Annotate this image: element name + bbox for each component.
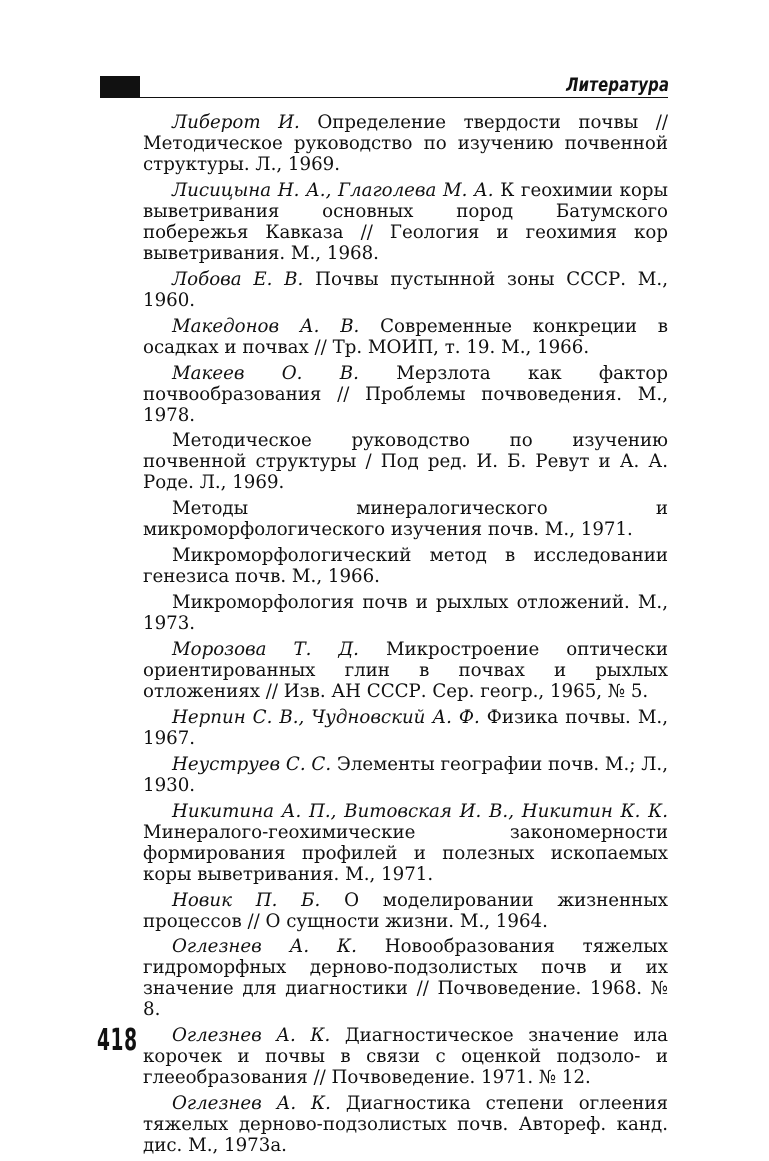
bibliography-entry: [143, 269, 668, 311]
bibliography-entry: [143, 1025, 668, 1088]
running-header-title: Литература: [565, 74, 669, 96]
entry-text: Мерзлота как фактор почвообразования // Проблемы почвоведения. М., 1978.: [143, 362, 668, 426]
bibliography-entry: [143, 592, 668, 634]
bibliography-entry: [143, 498, 668, 540]
entry-text: Почвы пустынной зоны СССР. М., 1960.: [143, 268, 668, 311]
bibliography-entry: [143, 707, 668, 749]
entry-text: Определение твердости почвы // Методическое руководство по изучению почвенной структуры. Л., 1969.: [143, 112, 668, 175]
entry-text: Микроморфологический метод в исследовании генезиса почв. М., 1966.: [143, 545, 668, 588]
entry-text: О моделировании жизненных процессов // О сущности жизни. М., 1964.: [143, 889, 668, 932]
bibliography-entry: [143, 801, 668, 885]
entry-author: Никитина А. П., Витовская И. В., Никитин К. К.: [172, 800, 668, 822]
entry-text: Микроморфология почв и рыхлых отложений. М., 1973.: [143, 592, 668, 635]
bibliography-entry: [143, 430, 668, 493]
entry-author: Либерот И.: [172, 112, 300, 133]
entry-author: Морозова Т. Д.: [172, 639, 359, 661]
entry-author: Оглезнев А. К.: [172, 936, 357, 958]
bibliography-entry: [143, 316, 668, 358]
entry-text: Физика почвы. М., 1967.: [143, 706, 668, 749]
bibliography-entry: [143, 545, 668, 587]
entry-text: Диагностика степени оглеения тяжелых дерново-подзолистых почв. Автореф. канд. дис. М., 1973а.: [143, 1093, 668, 1157]
entry-author: Макеев О. В.: [172, 362, 359, 384]
entry-text: К геохимии коры выветривания основных пород Батумского побережья Кавказа // Геология и геохимия кор выветривания. М., 1968.: [143, 179, 668, 264]
entry-author: Новик П. Б.: [172, 889, 321, 911]
bibliography-entry: [143, 754, 668, 796]
entry-author: Лобова Е. В.: [172, 268, 304, 290]
bibliography-entry: [143, 112, 668, 175]
entry-author: Неуструев С. С.: [172, 753, 332, 775]
page-number: 418: [97, 1023, 138, 1058]
entry-text: Современные конкреции в осадках и почвах // Тр. МОИП, т. 19. М., 1966.: [143, 315, 668, 358]
bibliography-entry: [143, 890, 668, 932]
bibliography-entry: [143, 1093, 668, 1156]
entry-author: Македонов А. В.: [172, 315, 360, 337]
entry-text: Методическое руководство по изучению почвенной структуры / Под ред. И. Б. Ревут и А. А. Роде. Л., 1969.: [143, 430, 668, 494]
bibliography-entry: [143, 936, 668, 1020]
header-rule: [140, 97, 668, 98]
entry-text: Элементы географии почв. М.; Л., 1930.: [143, 753, 668, 796]
bibliography-entry: [143, 180, 668, 264]
bibliography-entry: [143, 639, 668, 702]
header-black-bar: [100, 76, 140, 98]
entry-text: Минералого-геохимические закономерности формирования профилей и полезных ископаемых коры выветривания. М., 1971.: [143, 821, 668, 885]
entry-author: Нерпин С. В., Чудновский А. Ф.: [172, 706, 480, 728]
entry-text: Диагностическое значение илa корочек и почвы в связи с оценкой подзоло- и глееобразования // Почвоведение. 1971. № 12.: [143, 1025, 668, 1089]
entry-author: Оглезнев А. К.: [172, 1093, 331, 1115]
entry-text: Новообразования тяжелых гидроморфных дерново-подзолистых почв и их значение для диагностики // Почвоведение. 1968. № 8.: [143, 936, 668, 1021]
bibliography-entry: [143, 363, 668, 426]
entry-text: Микростроение оптически ориентированных глин в почвах и рыхлых отложениях // Изв. АН СССР. Сер. геогр., 1965, № 5.: [143, 639, 668, 703]
entry-text: Методы минералогического и микроморфологического изучения почв. М., 1971.: [143, 498, 668, 541]
entry-author: Лисицына Н. А., Глаголева М. А.: [172, 179, 494, 201]
entry-author: Оглезнев А. К.: [172, 1025, 331, 1047]
bibliography-list: [143, 112, 668, 1161]
